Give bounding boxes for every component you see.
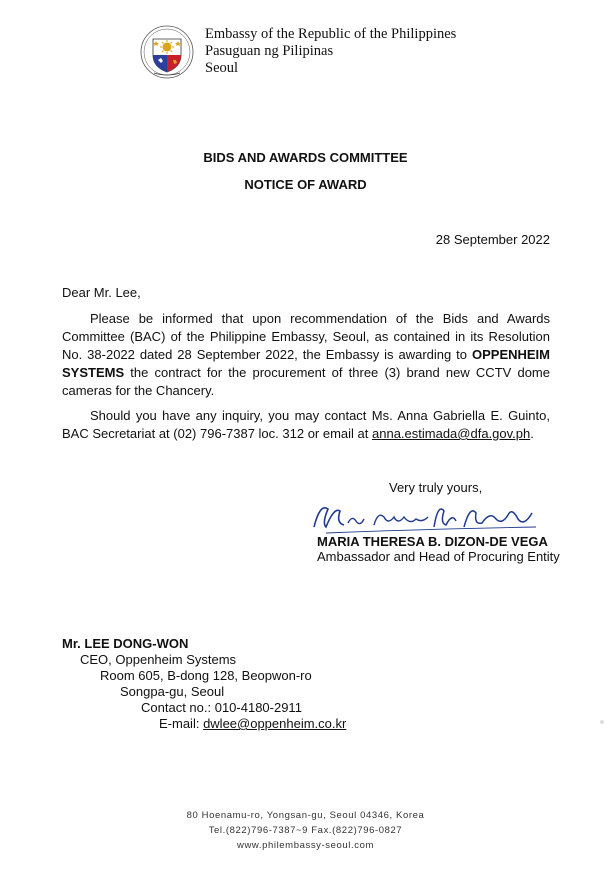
award-paragraph-text-end: the contract for the procurement of three (3) brand new CCTV dome cameras for the Chancery. (62, 365, 550, 398)
footer-address: 80 Hoenamu-ro, Yongsan-gu, Seoul 04346, Korea (186, 810, 425, 821)
inquiry-paragraph-end: . (530, 426, 534, 441)
footer-website: www.philembassy-seoul.com (237, 840, 374, 851)
recipient-position: CEO, Oppenheim Systems (80, 652, 237, 667)
letterhead-city: Seoul (205, 60, 239, 76)
salutation: Dear Mr. Lee, (62, 285, 141, 300)
award-paragraph-text: Please be informed that upon recommendation of the Bids and Awards Committee (BAC) of the Philippine Embassy, Seoul, as contained in its Resolution No. 38-2022 dated 28 September 2022, the Embassy is awarding to (62, 311, 550, 362)
letterhead (205, 26, 456, 77)
signatory-name: MARIA THERESA B. DIZON-DE VEGA (317, 534, 548, 549)
notice-title: NOTICE OF AWARD (244, 177, 367, 192)
letterhead-filipino-name: Pasuguan ng Pilipinas (205, 43, 334, 59)
recipient-address-line2: Songpa-gu, Seoul (120, 684, 225, 699)
letterhead-embassy-name: Embassy of the Republic of the Philippines (205, 26, 457, 42)
recipient-name: Mr. LEE DONG-WON (62, 636, 189, 651)
recipient-address-line1: Room 605, B-dong 128, Beopwon-ro (100, 668, 312, 683)
recipient-contact-number: Contact no.: 010-4180-2911 (141, 700, 302, 715)
bac-email-link[interactable]: anna.estimada@dfa.gov.ph (372, 426, 531, 441)
awarded-company: OPPENHEIM SYSTEMS (62, 347, 550, 380)
letter-date: 28 September 2022 (435, 232, 550, 247)
committee-heading: BIDS AND AWARDS COMMITTEE (203, 150, 408, 165)
recipient-email-line (159, 716, 346, 732)
signatory-title: Ambassador and Head of Procuring Entity (317, 549, 560, 564)
inquiry-paragraph-text: Should you have any inquiry, you may contact Ms. Anna Gabriella E. Guinto, BAC Secretariat at (02) 796-7387 loc. 312 or email at (62, 408, 550, 441)
scan-mark (600, 720, 604, 724)
recipient-email-link[interactable]: dwlee@oppenheim.co.kr (203, 716, 347, 731)
handwritten-signature (306, 497, 546, 539)
closing: Very truly yours, (389, 480, 483, 495)
philippine-seal-icon (140, 25, 194, 79)
award-paragraph (62, 310, 550, 400)
recipient-email-label: E-mail: (159, 716, 204, 731)
footer-phone-fax: Tel.(822)796-7387~9 Fax.(822)796-0827 (208, 825, 403, 836)
inquiry-paragraph (62, 407, 550, 443)
